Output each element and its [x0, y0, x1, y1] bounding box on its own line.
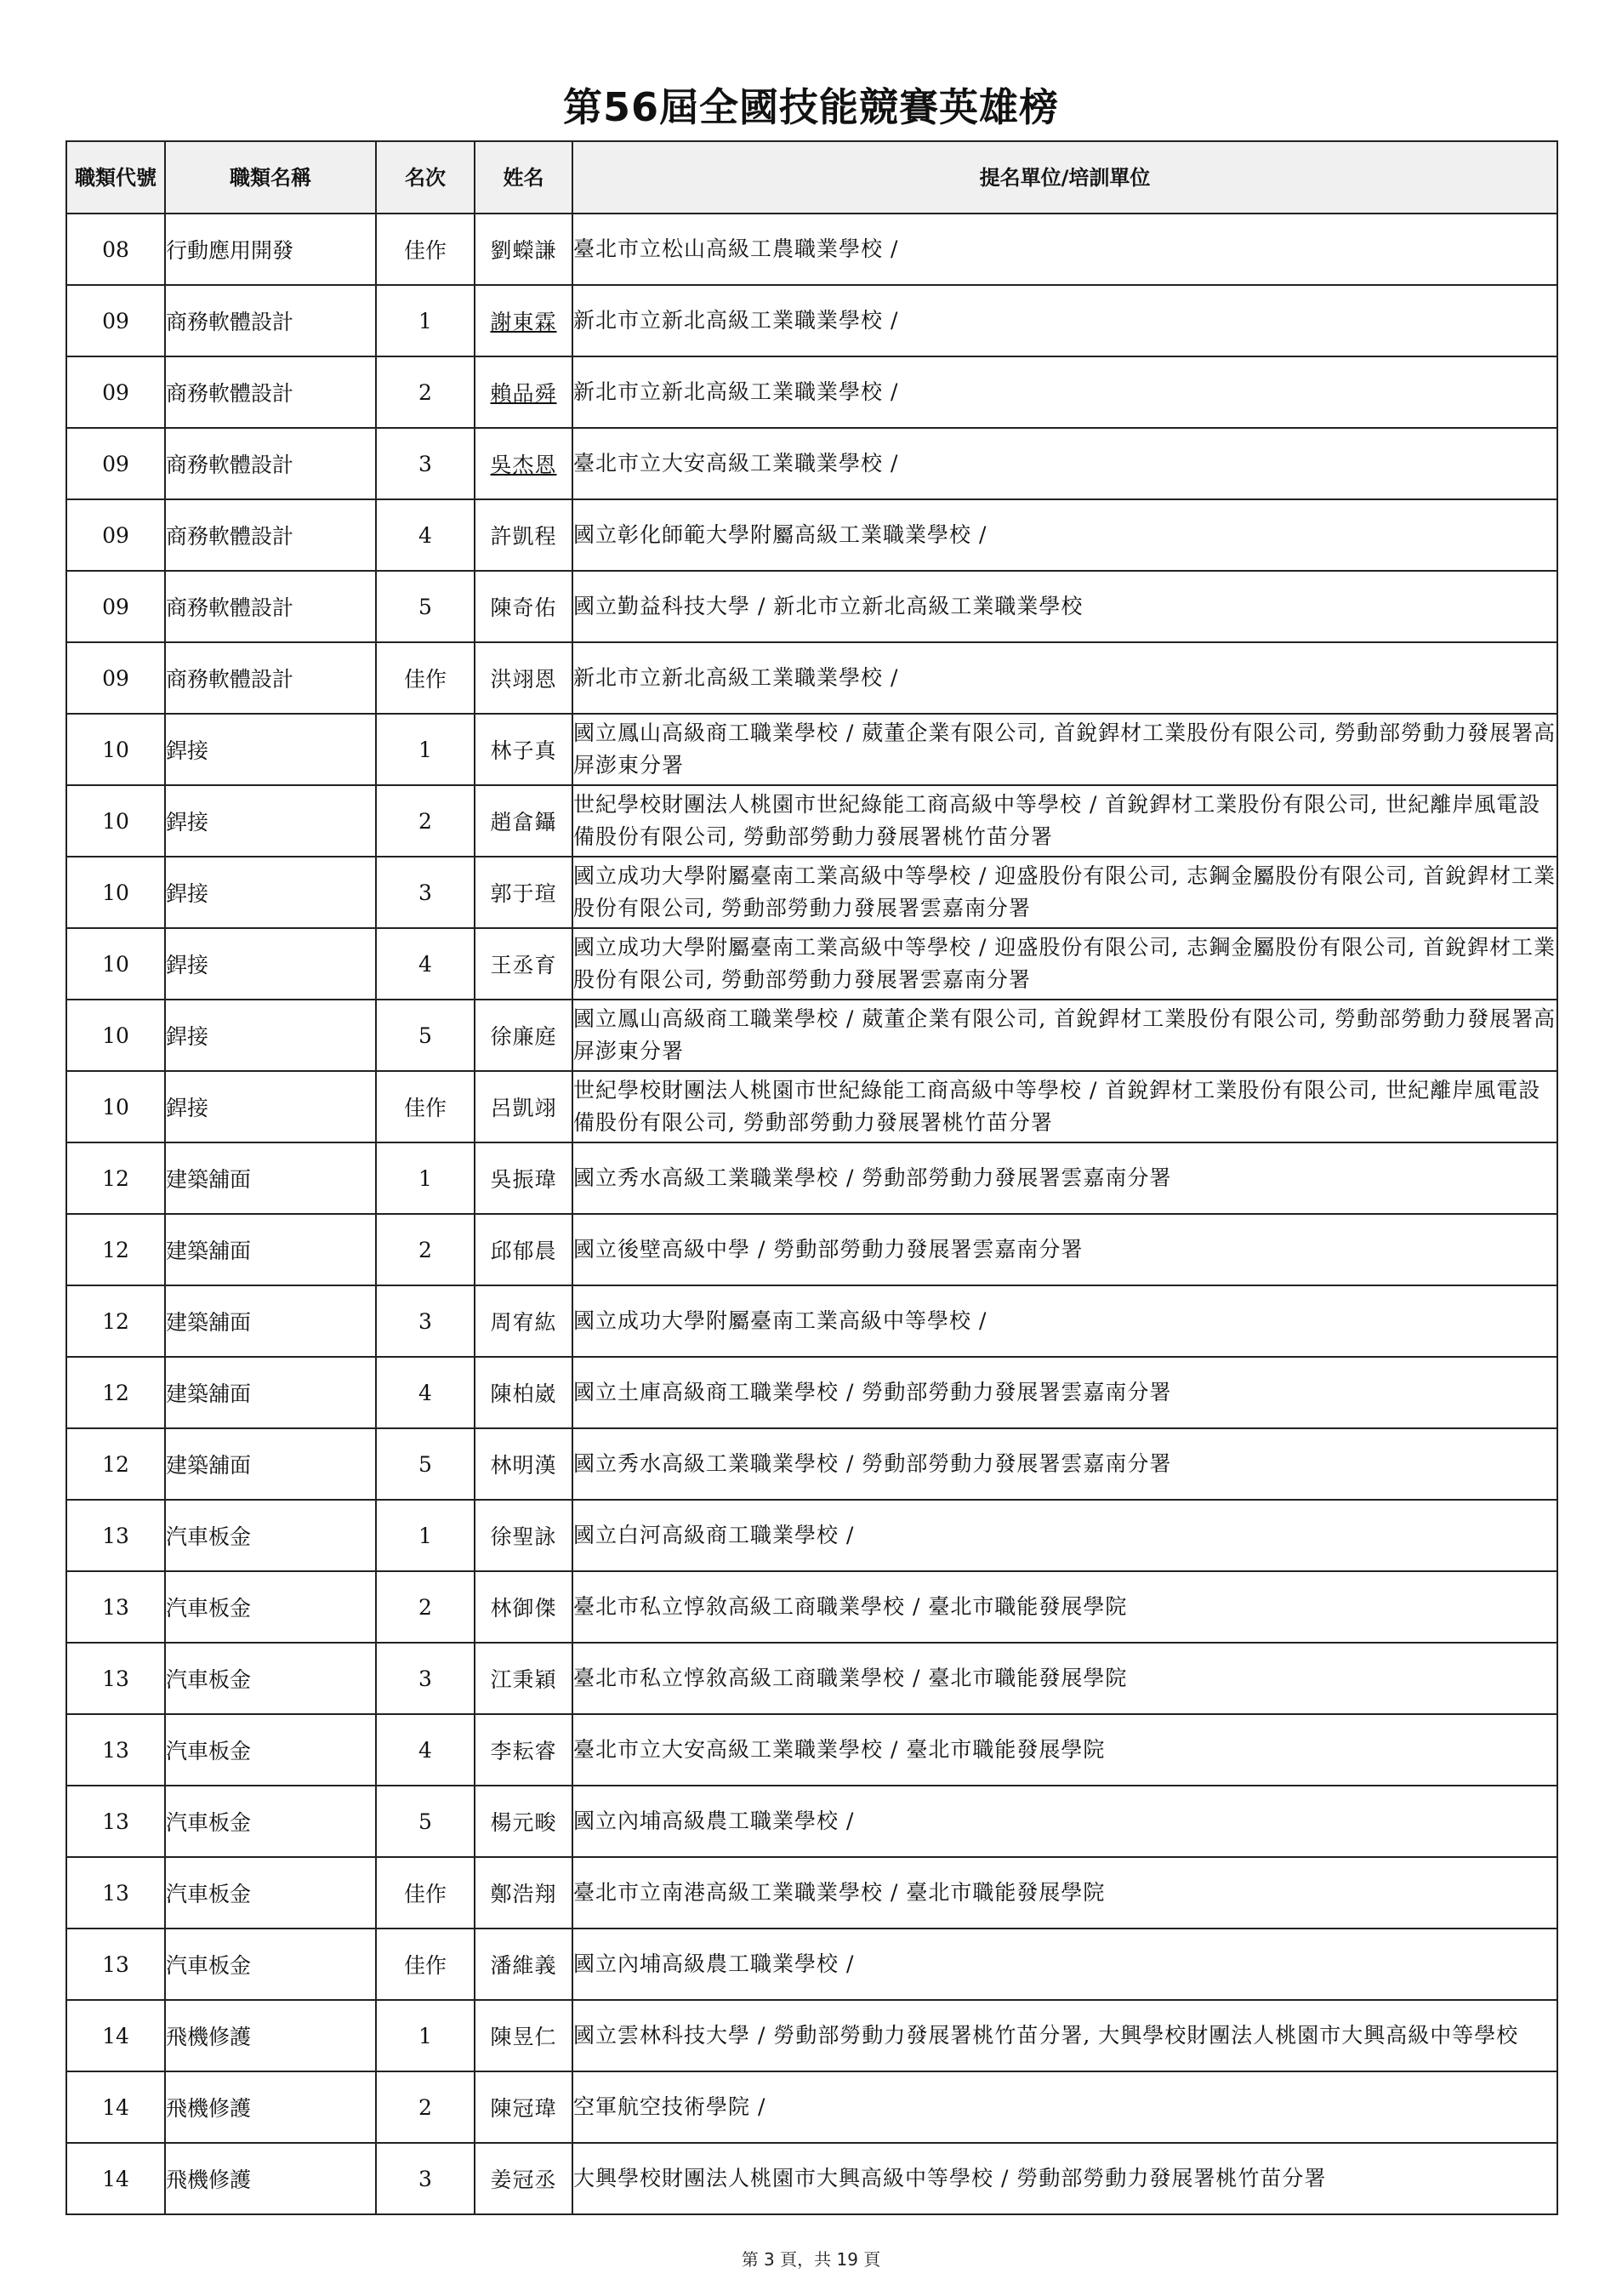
cell-category: 行動應用開發: [165, 214, 376, 285]
table-row: [66, 571, 1557, 642]
cell-rank: 3: [376, 1285, 475, 1357]
cell-name: [475, 857, 572, 928]
header-rank: 名次: [376, 141, 475, 214]
cell-unit: 大興學校財團法人桃園市大興高級中等學校 / 勞動部勞動力發展署桃竹苗分署: [572, 2143, 1557, 2214]
cell-code: 09: [66, 499, 165, 571]
cell-rank: 4: [376, 1714, 475, 1786]
table-row: [66, 1929, 1557, 2000]
person-name: 吳杰恩: [490, 453, 557, 477]
cell-rank: 5: [376, 1000, 475, 1071]
cell-code: 10: [66, 785, 165, 857]
table-row: [66, 642, 1557, 714]
person-name: 江秉穎: [490, 1667, 557, 1692]
cell-code: 09: [66, 428, 165, 499]
cell-name: [475, 499, 572, 571]
cell-rank: 1: [376, 285, 475, 356]
cell-category: 商務軟體設計: [165, 285, 376, 356]
cell-code: 12: [66, 1428, 165, 1500]
cell-unit: 國立勤益科技大學 / 新北市立新北高級工業職業學校: [572, 571, 1557, 642]
table-row: [66, 2143, 1557, 2214]
cell-unit: 臺北市立大安高級工業職業學校 / 臺北市職能發展學院: [572, 1714, 1557, 1786]
cell-code: 10: [66, 928, 165, 1000]
table-row: [66, 1285, 1557, 1357]
cell-code: 09: [66, 356, 165, 428]
cell-name: [475, 1285, 572, 1357]
cell-name: [475, 714, 572, 785]
cell-category: 銲接: [165, 928, 376, 1000]
person-name: 鄭浩翔: [490, 1882, 557, 1906]
cell-code: 12: [66, 1357, 165, 1428]
cell-rank: 佳作: [376, 214, 475, 285]
cell-rank: 佳作: [376, 1857, 475, 1929]
person-name: 徐廉庭: [490, 1024, 557, 1049]
cell-rank: 2: [376, 356, 475, 428]
cell-unit: 國立土庫高級商工職業學校 / 勞動部勞動力發展署雲嘉南分署: [572, 1357, 1557, 1428]
cell-category: 商務軟體設計: [165, 642, 376, 714]
table-row: [66, 1357, 1557, 1428]
cell-category: 飛機修護: [165, 2143, 376, 2214]
table-row: [66, 714, 1557, 785]
person-name: 呂凱翊: [490, 1096, 557, 1120]
cell-category: 汽車板金: [165, 1714, 376, 1786]
cell-unit: 國立內埔高級農工職業學校 /: [572, 1786, 1557, 1857]
table-body: [66, 214, 1557, 2214]
person-name: 潘維義: [490, 1953, 557, 1978]
cell-category: 汽車板金: [165, 1929, 376, 2000]
table-row: [66, 1071, 1557, 1142]
table-row: [66, 285, 1557, 356]
cell-category: 商務軟體設計: [165, 428, 376, 499]
table-row: [66, 1000, 1557, 1071]
cell-unit: 國立內埔高級農工職業學校 /: [572, 1929, 1557, 2000]
cell-category: 建築舖面: [165, 1142, 376, 1214]
table-row: [66, 356, 1557, 428]
cell-code: 10: [66, 714, 165, 785]
header-name: 姓名: [475, 141, 572, 214]
table-row: [66, 1214, 1557, 1285]
cell-rank: 5: [376, 1428, 475, 1500]
cell-name: [475, 642, 572, 714]
cell-name: [475, 1500, 572, 1571]
cell-unit: 國立成功大學附屬臺南工業高級中等學校 / 迎盛股份有限公司, 志鋼金屬股份有限公司, 首銳銲材工業股份有限公司, 勞動部勞動力發展署雲嘉南分署: [572, 857, 1557, 928]
cell-code: 13: [66, 1500, 165, 1571]
cell-code: 12: [66, 1214, 165, 1285]
cell-unit: 國立秀水高級工業職業學校 / 勞動部勞動力發展署雲嘉南分署: [572, 1142, 1557, 1214]
person-name: 李耘睿: [490, 1739, 557, 1763]
cell-rank: 1: [376, 1142, 475, 1214]
cell-name: [475, 1000, 572, 1071]
table-row: [66, 1786, 1557, 1857]
cell-unit: 國立成功大學附屬臺南工業高級中等學校 /: [572, 1285, 1557, 1357]
cell-category: 銲接: [165, 714, 376, 785]
cell-name: [475, 2000, 572, 2071]
cell-rank: 3: [376, 857, 475, 928]
cell-rank: 2: [376, 2071, 475, 2143]
cell-name: [475, 785, 572, 857]
table-row: [66, 2071, 1557, 2143]
table-row: [66, 1571, 1557, 1643]
cell-name: [475, 214, 572, 285]
person-name: 謝東霖: [490, 310, 557, 334]
person-name: 林御傑: [490, 1596, 557, 1621]
person-name: 王丞育: [490, 953, 557, 977]
cell-code: 13: [66, 1571, 165, 1643]
cell-unit: 臺北市私立惇敘高級工商職業學校 / 臺北市職能發展學院: [572, 1571, 1557, 1643]
cell-rank: 3: [376, 428, 475, 499]
cell-name: [475, 1071, 572, 1142]
cell-category: 銲接: [165, 1000, 376, 1071]
cell-category: 商務軟體設計: [165, 356, 376, 428]
cell-category: 汽車板金: [165, 1786, 376, 1857]
cell-category: 汽車板金: [165, 1500, 376, 1571]
cell-name: [475, 2143, 572, 2214]
table-row: [66, 1500, 1557, 1571]
cell-unit: 國立鳳山高級商工職業學校 / 葳董企業有限公司, 首銳銲材工業股份有限公司, 勞動部勞動力發展署高屏澎東分署: [572, 1000, 1557, 1071]
table-row: [66, 1142, 1557, 1214]
cell-code: 09: [66, 571, 165, 642]
cell-rank: 2: [376, 785, 475, 857]
person-name: 吳振瑋: [490, 1167, 557, 1192]
header-unit: 提名單位/培訓單位: [572, 141, 1557, 214]
cell-code: 12: [66, 1142, 165, 1214]
cell-name: [475, 928, 572, 1000]
cell-name: [475, 571, 572, 642]
person-name: 徐聖詠: [490, 1524, 557, 1549]
cell-code: 10: [66, 1000, 165, 1071]
cell-code: 10: [66, 857, 165, 928]
cell-category: 銲接: [165, 785, 376, 857]
cell-code: 10: [66, 1071, 165, 1142]
table-header-row: [66, 141, 1557, 214]
table-row: [66, 928, 1557, 1000]
header-code: 職類代號: [66, 141, 165, 214]
cell-code: 09: [66, 285, 165, 356]
cell-code: 13: [66, 1857, 165, 1929]
table-row: [66, 1428, 1557, 1500]
cell-code: 13: [66, 1929, 165, 2000]
cell-code: 08: [66, 214, 165, 285]
person-name: 林子真: [490, 738, 557, 763]
cell-name: [475, 1214, 572, 1285]
cell-code: 13: [66, 1786, 165, 1857]
cell-name: [475, 1786, 572, 1857]
person-name: 劉蠑謙: [490, 238, 557, 263]
cell-unit: 臺北市立大安高級工業職業學校 /: [572, 428, 1557, 499]
person-name: 許凱程: [490, 524, 557, 549]
cell-rank: 2: [376, 1571, 475, 1643]
cell-name: [475, 285, 572, 356]
cell-name: [475, 428, 572, 499]
page-footer: 第 3 頁，共 19 頁: [741, 2249, 881, 2270]
cell-category: 建築舖面: [165, 1285, 376, 1357]
cell-rank: 3: [376, 2143, 475, 2214]
table-row: [66, 2000, 1557, 2071]
cell-unit: 臺北市私立惇敘高級工商職業學校 / 臺北市職能發展學院: [572, 1643, 1557, 1714]
person-name: 郭于瑄: [490, 881, 557, 906]
person-name: 陳冠瑋: [490, 2096, 557, 2121]
table-row: [66, 214, 1557, 285]
cell-category: 建築舖面: [165, 1214, 376, 1285]
cell-rank: 佳作: [376, 1071, 475, 1142]
person-name: 周宥紘: [490, 1310, 557, 1335]
person-name: 趙畣鑷: [490, 810, 557, 835]
table-row: [66, 1857, 1557, 1929]
cell-category: 建築舖面: [165, 1428, 376, 1500]
cell-code: 13: [66, 1714, 165, 1786]
cell-category: 銲接: [165, 857, 376, 928]
cell-unit: 世紀學校財團法人桃園市世紀綠能工商高級中等學校 / 首銳銲材工業股份有限公司, 世紀離岸風電設備股份有限公司, 勞動部勞動力發展署桃竹苗分署: [572, 785, 1557, 857]
person-name: 陳昱仁: [490, 2025, 557, 2049]
person-name: 邱郁晨: [490, 1239, 557, 1263]
cell-code: 13: [66, 1643, 165, 1714]
cell-code: 09: [66, 642, 165, 714]
cell-name: [475, 1428, 572, 1500]
cell-name: [475, 1714, 572, 1786]
cell-unit: 臺北市立松山高級工農職業學校 /: [572, 214, 1557, 285]
person-name: 姜冠丞: [490, 2168, 557, 2192]
cell-rank: 5: [376, 1786, 475, 1857]
table-row: [66, 857, 1557, 928]
cell-unit: 國立鳳山高級商工職業學校 / 葳董企業有限公司, 首銳銲材工業股份有限公司, 勞動部勞動力發展署高屏澎東分署: [572, 714, 1557, 785]
cell-code: 14: [66, 2000, 165, 2071]
cell-rank: 1: [376, 2000, 475, 2071]
table-row: [66, 428, 1557, 499]
cell-unit: 國立秀水高級工業職業學校 / 勞動部勞動力發展署雲嘉南分署: [572, 1428, 1557, 1500]
cell-unit: 新北市立新北高級工業職業學校 /: [572, 642, 1557, 714]
cell-rank: 佳作: [376, 642, 475, 714]
cell-category: 飛機修護: [165, 2071, 376, 2143]
cell-code: 12: [66, 1285, 165, 1357]
cell-rank: 2: [376, 1214, 475, 1285]
table-row: [66, 499, 1557, 571]
cell-name: [475, 1643, 572, 1714]
cell-unit: 臺北市立南港高級工業職業學校 / 臺北市職能發展學院: [572, 1857, 1557, 1929]
cell-unit: 世紀學校財團法人桃園市世紀綠能工商高級中等學校 / 首銳銲材工業股份有限公司, 世紀離岸風電設備股份有限公司, 勞動部勞動力發展署桃竹苗分署: [572, 1071, 1557, 1142]
table-row: [66, 1643, 1557, 1714]
cell-unit: 空軍航空技術學院 /: [572, 2071, 1557, 2143]
cell-rank: 1: [376, 714, 475, 785]
cell-code: 14: [66, 2143, 165, 2214]
cell-name: [475, 2071, 572, 2143]
person-name: 林明漢: [490, 1453, 557, 1478]
header-category: 職類名稱: [165, 141, 376, 214]
cell-name: [475, 1571, 572, 1643]
page-title: 第56屆全國技能競賽英雄榜: [562, 84, 1059, 130]
cell-name: [475, 1357, 572, 1428]
person-name: 楊元畯: [490, 1810, 557, 1835]
person-name: 陳奇佑: [490, 595, 557, 620]
cell-rank: 4: [376, 928, 475, 1000]
cell-rank: 1: [376, 1500, 475, 1571]
table-row: [66, 1714, 1557, 1786]
cell-rank: 4: [376, 499, 475, 571]
cell-unit: 國立彰化師範大學附屬高級工業職業學校 /: [572, 499, 1557, 571]
cell-rank: 佳作: [376, 1929, 475, 2000]
cell-category: 銲接: [165, 1071, 376, 1142]
cell-name: [475, 356, 572, 428]
cell-category: 汽車板金: [165, 1571, 376, 1643]
cell-code: 14: [66, 2071, 165, 2143]
person-name: 賴品舜: [490, 381, 557, 406]
cell-name: [475, 1142, 572, 1214]
cell-category: 飛機修護: [165, 2000, 376, 2071]
cell-category: 汽車板金: [165, 1643, 376, 1714]
cell-unit: 國立後壁高級中學 / 勞動部勞動力發展署雲嘉南分署: [572, 1214, 1557, 1285]
cell-rank: 3: [376, 1643, 475, 1714]
person-name: 陳柏崴: [490, 1382, 557, 1406]
cell-name: [475, 1857, 572, 1929]
cell-unit: 國立雲林科技大學 / 勞動部勞動力發展署桃竹苗分署, 大興學校財團法人桃園市大興高級中等學校: [572, 2000, 1557, 2071]
cell-category: 商務軟體設計: [165, 571, 376, 642]
cell-name: [475, 1929, 572, 2000]
table-row: [66, 785, 1557, 857]
cell-unit: 國立成功大學附屬臺南工業高級中等學校 / 迎盛股份有限公司, 志鋼金屬股份有限公司, 首銳銲材工業股份有限公司, 勞動部勞動力發展署雲嘉南分署: [572, 928, 1557, 1000]
cell-category: 建築舖面: [165, 1357, 376, 1428]
person-name: 洪翊恩: [490, 667, 557, 692]
cell-unit: 國立白河高級商工職業學校 /: [572, 1500, 1557, 1571]
cell-rank: 4: [376, 1357, 475, 1428]
cell-unit: 新北市立新北高級工業職業學校 /: [572, 285, 1557, 356]
results-table: [65, 140, 1558, 2215]
cell-category: 汽車板金: [165, 1857, 376, 1929]
cell-category: 商務軟體設計: [165, 499, 376, 571]
cell-rank: 5: [376, 571, 475, 642]
cell-unit: 新北市立新北高級工業職業學校 /: [572, 356, 1557, 428]
